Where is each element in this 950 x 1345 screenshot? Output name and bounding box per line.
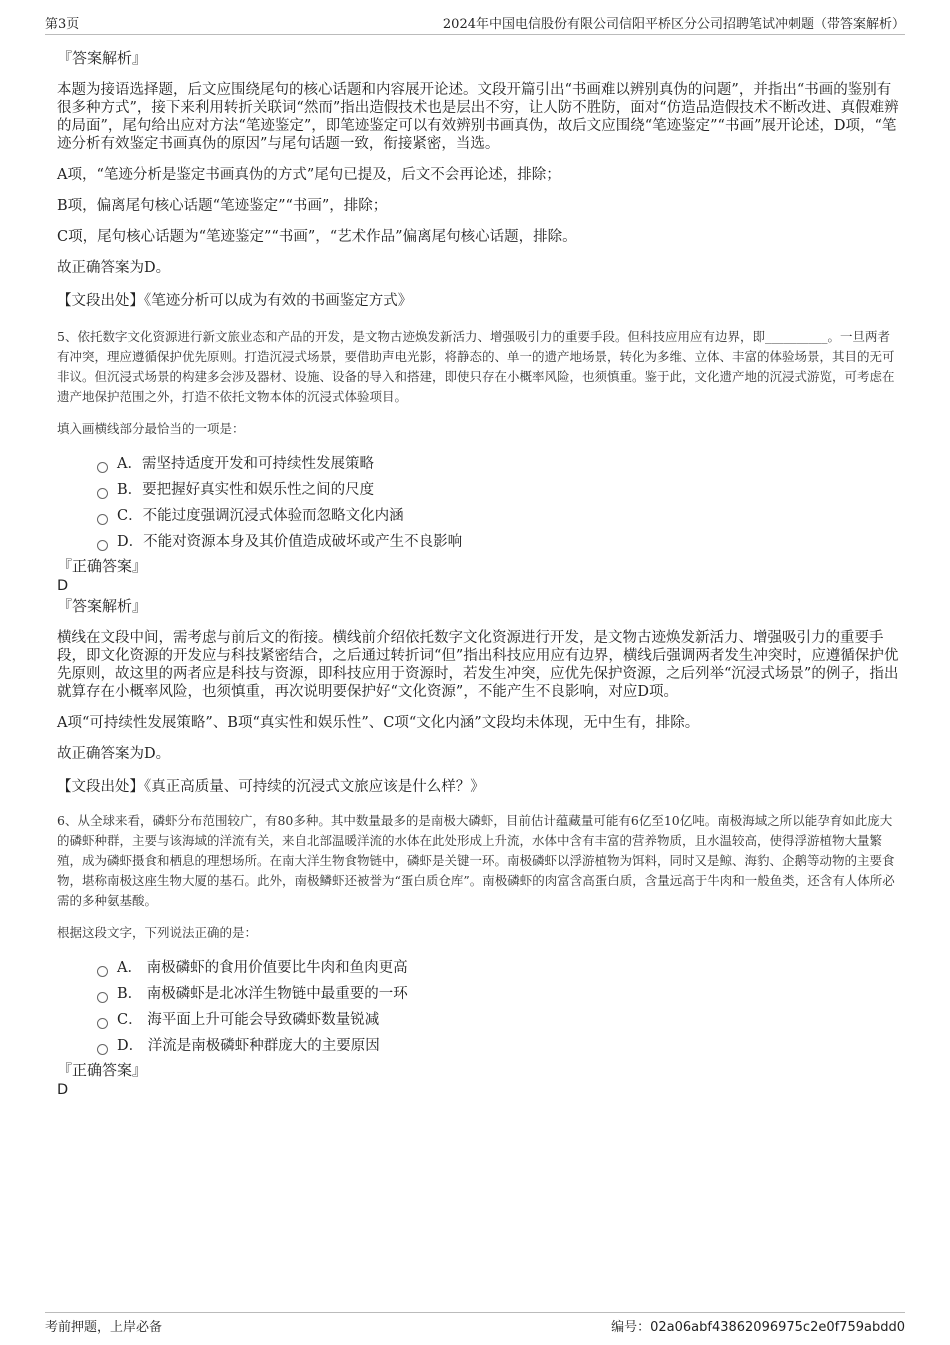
analysis-paragraph: A项“可持续性发展策略”、B项“真实性和娱乐性”、C项“文化内涵”文段均未体现，无中生有，排除。 — [57, 715, 700, 731]
question-stem: 6、从全球来看，磷虾分布范围较广，有80多种。其中数量最多的是南极大磷虾，目前估计蕴藏量可能有6亿至10亿吨。南极海域之所以能孕育如此庞大的磷虾种群，主要与该海域的洋流有关，来自北部温暖洋流的水体在此处形成上升流，水体中含有丰富的营养物质，且水温较高，使得浮游植物大量繁殖，成为磷虾摄食和栖息的理想场所。在南大洋生物食物链中，磷虾是关键一环。南极磷虾以浮游植物为饵料，同时又是鲸、海豹、企鹅等动物的主要食物，堪称南极这座生物大厦的基石。此外，南极鳞虾还被誉为“蛋白质仓库”。南极磷虾的肉富含高蛋白质，含量远高于牛肉和一般鱼类，还含有人体所必需的多种氨基酸。 — [57, 813, 895, 908]
correct-answer-heading: 『正确答案』 — [57, 1061, 148, 1079]
analysis-heading: 『答案解析』 — [57, 49, 148, 67]
option-b[interactable]: B． 南极磷虾是北冰洋生物链中最重要的一环 — [97, 981, 902, 1007]
page-footer — [45, 1312, 905, 1335]
question-stem: 5、依托数字文化资源进行新文旅业态和产品的开发，是文物古迹焕发新活力、增强吸引力的重要手段。但科技应用应有边界，即__________。一旦两者有冲突，理应遵循保护优先原则。打造沉浸式场景，要借助声电光影，将静态的、单一的遗产地场景，转化为多维、立体、丰富的体验场景，其目的无可非议。但沉浸式场景的构建多会涉及器材、设施、设备的导入和搭建，即使只存在小概率风险，也须慎重。鉴于此，文化遗产地的沉浸式游览，可考虑在遗产地保护范围之外，打造不依托文物本体的沉浸式体验项目。 — [57, 329, 895, 404]
analysis-paragraph: A项，“笔迹分析是鉴定书画真伪的方式”尾句已提及，后文不会再论述，排除； — [57, 167, 561, 183]
correct-answer-heading: 『正确答案』 — [57, 557, 148, 575]
radio-icon[interactable] — [97, 966, 108, 977]
document-title: 2024年中国电信股份有限公司信阳平桥区分公司招聘笔试冲刺题（带答案解析） — [442, 17, 905, 32]
option-b[interactable]: B．要把握好真实性和娱乐性之间的尺度 — [97, 477, 902, 503]
radio-icon[interactable] — [97, 1044, 108, 1055]
analysis-paragraph: C项，尾句核心话题为“笔迹鉴定”“书画”，“艺术作品”偏离尾句核心话题，排除。 — [57, 229, 577, 245]
correct-answer: D — [57, 1082, 69, 1098]
document-id: 编号：02a06abf43862096975c2e0f759abdd0 — [611, 1320, 905, 1335]
question-prompt: 填入画横线部分最恰当的一项是： — [57, 421, 245, 436]
radio-icon[interactable] — [97, 992, 108, 1003]
radio-icon[interactable] — [97, 540, 108, 551]
analysis-conclusion: 故正确答案为D。 — [57, 260, 171, 276]
option-d[interactable]: D．不能对资源本身及其价值造成破坏或产生不良影响 — [97, 529, 902, 555]
document-body — [57, 45, 902, 1099]
radio-icon[interactable] — [97, 1018, 108, 1029]
source-citation: 【文段出处】《真正高质量、可持续的沉浸式文旅应该是什么样？》 — [57, 779, 485, 795]
page-header — [45, 10, 905, 35]
page-number: 第3页 — [45, 17, 80, 32]
source-citation: 【文段出处】《笔迹分析可以成为有效的书画鉴定方式》 — [57, 293, 413, 309]
analysis-paragraph: 横线在文段中间，需考虑与前后文的衔接。横线前介绍依托数字文化资源进行开发，是文物古迹焕发新活力、增强吸引力的重要手段，即文化资源的开发应与科技紧密结合，之后通过转折词“但”指出科技应用应有边界，横线后强调两者发生冲突时，应遵循保护优先原则，故这里的两者应是科技与资源，即科技应用于资源时，若发生冲突，应优先保护资源，之后列举“沉浸式场景”的例子，指出就算存在小概率风险，也须慎重，再次说明要保护好“文化资源”，不能产生不良影响，对应D项。 — [57, 630, 899, 700]
analysis-paragraph: 本题为接语选择题，后文应围绕尾句的核心话题和内容展开论述。文段开篇引出“书画难以辨别真伪的问题”，并指出“书画的鉴别有很多种方式”，接下来利用转折关联词“然而”指出造假技术也是层出不穷，让人防不胜防，面对“仿造品造假技术不断改进、真假难辨的局面”，尾句给出应对方法“笔迹鉴定”，即笔迹鉴定可以有效辨别书画真伪，故后文应围绕“笔迹鉴定”“书画”展开论述，D项，“笔迹分析有效鉴定书画真伪的原因”与尾句话题一致，衔接紧密，当选。 — [57, 82, 899, 152]
radio-icon[interactable] — [97, 488, 108, 499]
footer-slogan: 考前押题，上岸必备 — [45, 1320, 163, 1335]
option-d[interactable]: D． 洋流是南极磷虾种群庞大的主要原因 — [97, 1033, 902, 1059]
option-a[interactable]: A． 南极磷虾的食用价值要比牛肉和鱼肉更高 — [97, 955, 902, 981]
analysis-conclusion: 故正确答案为D。 — [57, 746, 171, 762]
question-prompt: 根据这段文字，下列说法正确的是： — [57, 925, 258, 940]
radio-icon[interactable] — [97, 462, 108, 473]
correct-answer: D — [57, 578, 69, 594]
radio-icon[interactable] — [97, 514, 108, 525]
option-c[interactable]: C．不能过度强调沉浸式体验而忽略文化内涵 — [97, 503, 902, 529]
option-a[interactable]: A．需坚持适度开发和可持续性发展策略 — [97, 451, 902, 477]
analysis-heading: 『答案解析』 — [57, 597, 148, 615]
analysis-paragraph: B项，偏离尾句核心话题“笔迹鉴定”“书画”，排除； — [57, 198, 388, 214]
option-c[interactable]: C． 海平面上升可能会导致磷虾数量锐减 — [97, 1007, 902, 1033]
